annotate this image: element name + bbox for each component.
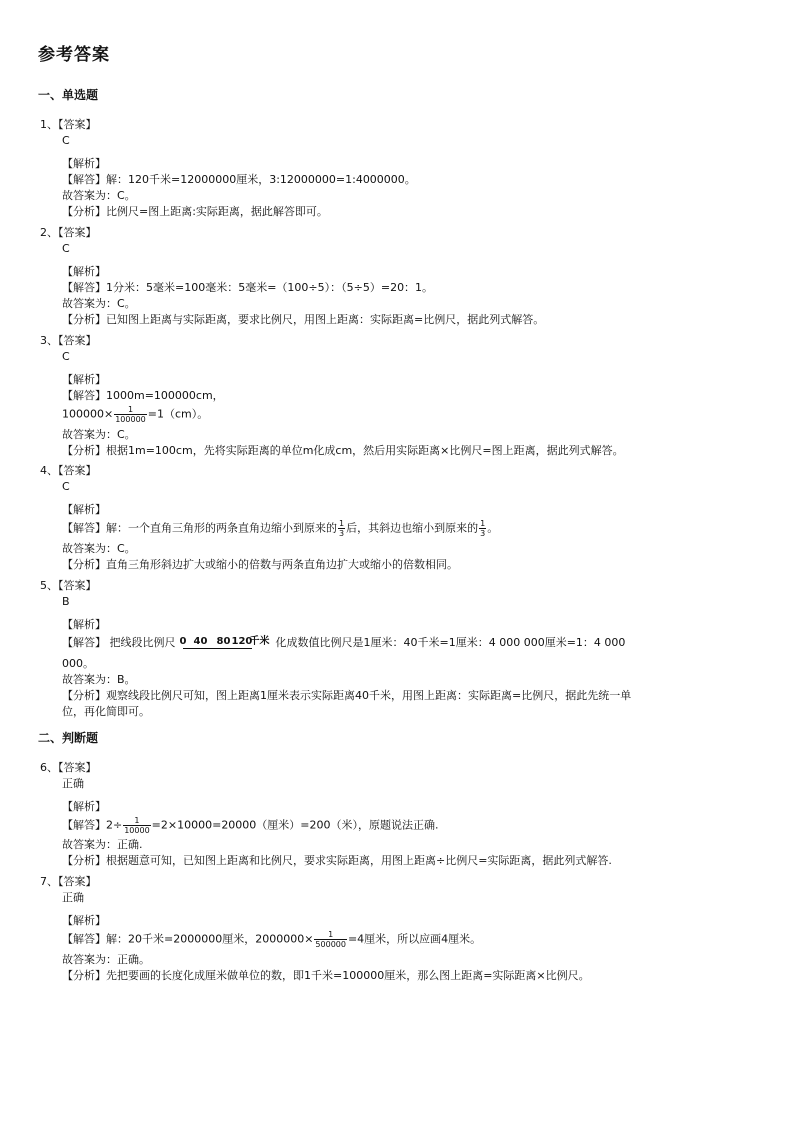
q4-jiexi-label: 【解析】	[62, 503, 106, 516]
q4-solution-part-a: 【解答】解：一个直角三角形的两条直角边缩小到原来的	[62, 521, 337, 535]
q1-analysis: 【分析】比例尺=图上距离:实际距离，据此解答即可。	[62, 205, 328, 218]
line-scale-graphic	[180, 636, 272, 650]
q7-fraction	[314, 930, 347, 949]
q6-fraction-numerator: 1	[123, 816, 150, 826]
q6-number: 6、【答案】	[40, 761, 97, 774]
q7-fraction-denominator: 500000	[315, 940, 346, 949]
q4-fraction-1-denominator: 3	[339, 529, 345, 538]
q5-answer: B	[62, 595, 70, 608]
scale-label-80: 80	[216, 636, 231, 647]
q7-jiexi-label: 【解析】	[62, 914, 106, 927]
q3-fraction	[114, 405, 147, 424]
q4-fraction-2-denominator: 3	[480, 529, 486, 538]
q3-analysis: 【分析】根据1m=100cm，先将实际距离的单位m化成cm，然后用实际距离×比例尺=图上距离，据此列式解答。	[62, 444, 624, 457]
q7-analysis: 【分析】先把要画的长度化成厘米做单位的数，即1千米=100000厘米，那么图上距离=实际距离×比例尺。	[62, 969, 590, 982]
q1-jiexi-label: 【解析】	[62, 157, 106, 170]
scale-label-unit: 千米	[249, 636, 270, 647]
scale-label-40: 40	[193, 636, 208, 647]
q3-number: 3、【答案】	[40, 334, 97, 347]
q1-conclusion: 故答案为：C。	[62, 189, 136, 202]
q3-jiexi-label: 【解析】	[62, 373, 106, 386]
q3-solution-line1: 【解答】1000m=100000cm，	[62, 389, 224, 402]
q4-fraction-1-numerator: 1	[339, 519, 345, 528]
q5-analysis-line2: 位，再化简即可。	[62, 705, 150, 718]
q7-answer: 正确	[62, 891, 84, 904]
q4-solution-part-c: 。	[487, 521, 499, 535]
q4-solution	[62, 519, 498, 538]
q5-jiexi-label: 【解析】	[62, 618, 106, 631]
q5-analysis-line1: 【分析】观察线段比例尺可知，图上距离1厘米表示实际距离40千米，用图上距离：实际距离=比例尺，据此先统一单	[62, 689, 632, 702]
q1-answer: C	[62, 134, 70, 147]
q4-fraction-2-numerator: 1	[480, 519, 486, 528]
q7-conclusion: 故答案为：正确。	[62, 953, 150, 966]
q5-solution-part-b: 化成数值比例尺是1厘米：40千米=1厘米：4 000 000厘米=1：4 000	[275, 636, 626, 649]
scale-bar	[183, 648, 252, 649]
q2-analysis: 【分析】已知图上距离与实际距离，要求比例尺，用图上距离：实际距离=比例尺，据此列式解答。	[62, 313, 545, 326]
q4-fraction-2	[479, 519, 486, 538]
q2-answer: C	[62, 242, 70, 255]
q1-number: 1、【答案】	[40, 118, 97, 131]
scale-label-0: 0	[179, 636, 187, 647]
q5-solution-line1	[62, 636, 625, 650]
q3-fraction-numerator: 1	[114, 405, 147, 415]
q3-solution-line2	[62, 405, 208, 424]
q7-fraction-numerator: 1	[314, 930, 347, 940]
q6-jiexi-label: 【解析】	[62, 800, 106, 813]
section-heading-true-false: 二、判断题	[38, 731, 99, 745]
q6-fraction	[123, 816, 150, 835]
q3-fraction-denominator: 100000	[115, 415, 146, 424]
q2-number: 2、【答案】	[40, 226, 97, 239]
q6-solution-part-a: 【解答】2÷	[62, 818, 123, 832]
q7-solution	[62, 930, 481, 949]
q5-number: 5、【答案】	[40, 579, 97, 592]
q5-solution-line2: 000。	[62, 657, 94, 670]
q4-answer: C	[62, 480, 70, 493]
q5-solution-part-a: 【解答】 把线段比例尺	[62, 636, 176, 649]
q6-solution	[62, 816, 439, 835]
q7-number: 7、【答案】	[40, 875, 97, 888]
q6-analysis: 【分析】根据题意可知，已知图上距离和比例尺，要求实际距离，用图上距离÷比例尺=实际距离，据此列式解答.	[62, 854, 612, 867]
q4-conclusion: 故答案为：C。	[62, 542, 136, 555]
q3-solution-part-a: 100000×	[62, 407, 114, 421]
q3-solution-part-b: =1（cm）。	[147, 407, 209, 421]
q4-number: 4、【答案】	[40, 464, 97, 477]
q6-solution-part-b: =2×10000=20000（厘米）=200（米），原题说法正确.	[151, 818, 439, 832]
q5-conclusion: 故答案为：B。	[62, 673, 136, 686]
q7-solution-part-b: =4厘米，所以应画4厘米。	[347, 932, 482, 946]
q2-conclusion: 故答案为：C。	[62, 297, 136, 310]
q4-analysis: 【分析】直角三角形斜边扩大或缩小的倍数与两条直角边扩大或缩小的倍数相同。	[62, 558, 458, 571]
q6-conclusion: 故答案为：正确.	[62, 838, 143, 851]
q6-fraction-denominator: 10000	[124, 826, 150, 835]
q7-solution-part-a: 【解答】解：20千米=2000000厘米，2000000×	[62, 932, 314, 946]
q3-answer: C	[62, 350, 70, 363]
page-title: 参考答案	[38, 45, 110, 65]
q2-jiexi-label: 【解析】	[62, 265, 106, 278]
scale-label-120: 120	[231, 636, 253, 647]
q4-fraction-1	[338, 519, 345, 538]
section-heading-single-choice: 一、单选题	[38, 88, 99, 102]
q3-conclusion: 故答案为：C。	[62, 428, 136, 441]
q4-solution-part-b: 后，其斜边也缩小到原来的	[346, 521, 479, 535]
q1-solution: 【解答】解：120千米=12000000厘米，3:12000000=1:4000000。	[62, 173, 416, 186]
q6-answer: 正确	[62, 777, 84, 790]
q2-solution: 【解答】1分米：5毫米=100毫米：5毫米=（100÷5）：（5÷5）=20：1。	[62, 281, 434, 294]
